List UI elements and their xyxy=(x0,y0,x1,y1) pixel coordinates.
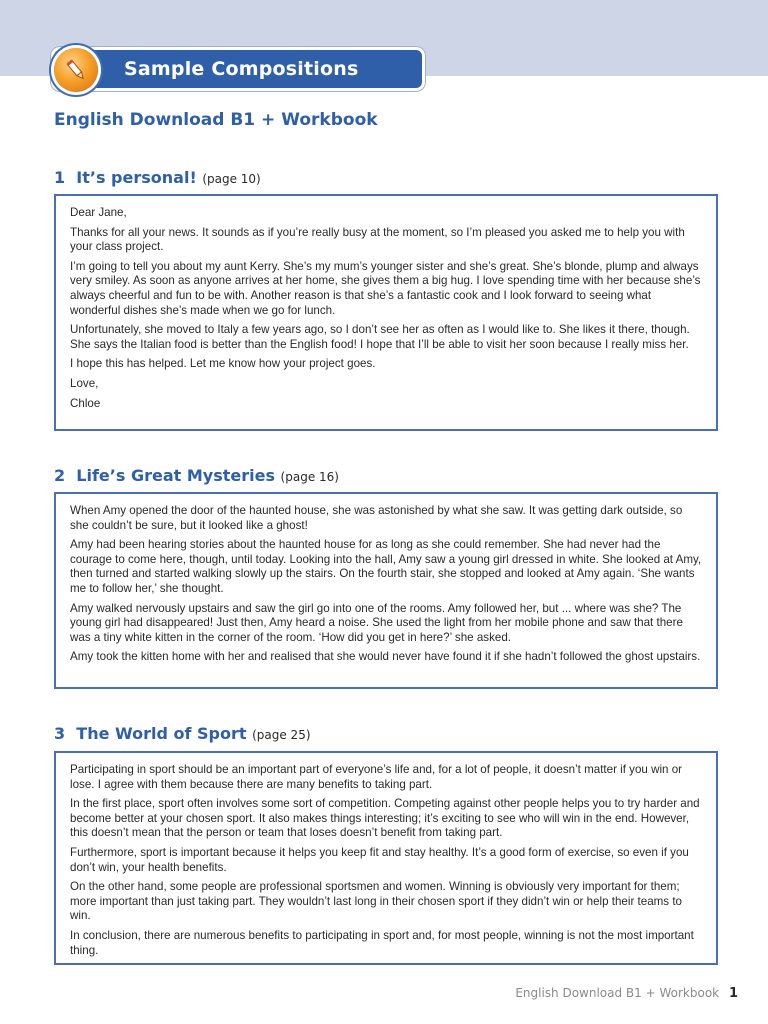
paragraph: Participating in sport should be an important part of everyone’s life and, for a lot of people, it doesn’t matter if you win or lose. I agree with them because there are many benefits to taking part. xyxy=(70,763,683,791)
banner-title: Sample Compositions xyxy=(124,58,359,80)
paragraph: Love, xyxy=(70,376,99,390)
paragraph: I’m going to tell you about my aunt Kerry. She’s my mum’s younger sister and she’s great. She’s blonde, plump and always very smiley. As soon as anyone arrives at her home, she gives them a big hug. I love spending time with her because she’s always cheerful and fun to be with. Another reason is that she’s a fantastic cook and I look forward to seeing what wonderful dishes she’s made when we go for lunch. xyxy=(70,259,701,317)
section-heading-3 xyxy=(54,724,311,743)
document-title: English Download B1 + Workbook xyxy=(54,110,378,130)
header-banner xyxy=(54,50,422,88)
section-number: 1 xyxy=(54,168,66,187)
paragraph: Dear Jane, xyxy=(70,206,127,219)
footer-label: English Download B1 + Workbook xyxy=(515,986,720,1000)
paragraph: Furthermore, sport is important because it helps you keep fit and stay healthy. It’s a good form of exercise, so even if you don’t win, your health benefits. xyxy=(70,845,689,874)
paragraph: In conclusion, there are numerous benefits to participating in sport and, for most people, winning is not the most important thing. xyxy=(70,928,694,957)
pencil-icon xyxy=(54,48,98,92)
paragraph: Amy walked nervously upstairs and saw the girl go into one of the rooms. Amy followed her, but ... where was she? The young girl had disappeared! Just then, Amy heard a noise. She used the light from her mobile phone and saw that there was a tiny white kitten in the corner of the room. ‘How did you get in here?’ she asked. xyxy=(70,601,683,644)
paragraph: Amy took the kitten home with her and realised that she would never have found it if she hadn’t followed the ghost upstairs. xyxy=(70,650,701,664)
paragraph: Unfortunately, she moved to Italy a few years ago, so I don’t see her as often as I would like to. She likes it there, though. She says the Italian food is better than the English food! I hope that I’ll be able to visit her soon because I really miss her. xyxy=(70,323,690,351)
composition-box-3 xyxy=(54,751,718,965)
composition-box-2 xyxy=(54,492,718,689)
section-page-ref: (page 10) xyxy=(202,172,261,186)
section-page-ref: (page 25) xyxy=(252,728,311,742)
section-title: Life’s Great Mysteries xyxy=(76,466,275,485)
section-page-ref: (page 16) xyxy=(280,470,339,484)
paragraph: Amy had been hearing stories about the haunted house for as long as she could remember. She had never had the courage to come here, though, until today. Looking into the hall, Amy saw a young girl dressed in white. She looked at Amy, then turned and started walking slowly up the stairs. On the fourth stair, she stopped and looked at Amy again. ‘She wants me to follow her,’ she thought. xyxy=(70,538,702,595)
paragraph: When Amy opened the door of the haunted house, she was astonished by what she saw. It was getting dark outside, so she couldn’t be sure, but it looked like a ghost! xyxy=(70,504,683,532)
page-footer xyxy=(515,986,738,1001)
section-heading-1 xyxy=(54,168,261,187)
section-number: 3 xyxy=(54,724,66,743)
paragraph: I hope this has helped. Let me know how your project goes. xyxy=(70,357,376,371)
section-number: 2 xyxy=(54,466,66,485)
page-number: 1 xyxy=(728,986,738,1001)
composition-box-1 xyxy=(54,194,718,431)
paragraph: In the first place, sport often involves some sort of competition. Competing against other people helps you to try harder and become better at your chosen sport. It also makes things interesting; it’s exciting to see who will win in the end. However, this doesn’t mean that the person or team that loses doesn’t benefit from taking part. xyxy=(70,797,700,840)
section-heading-2 xyxy=(54,466,339,485)
paragraph: Thanks for all your news. It sounds as if you’re really busy at the moment, so I’m pleased you asked me to help you with your class project. xyxy=(70,225,685,254)
paragraph: Chloe xyxy=(70,396,101,410)
section-title: It’s personal! xyxy=(76,168,197,187)
paragraph: On the other hand, some people are professional sportsmen and women. Winning is obviously very important for them; more important than just taking part. They wouldn’t last long in their chosen sport if they didn’t win or help their teams to win. xyxy=(70,880,682,923)
section-title: The World of Sport xyxy=(76,724,247,743)
